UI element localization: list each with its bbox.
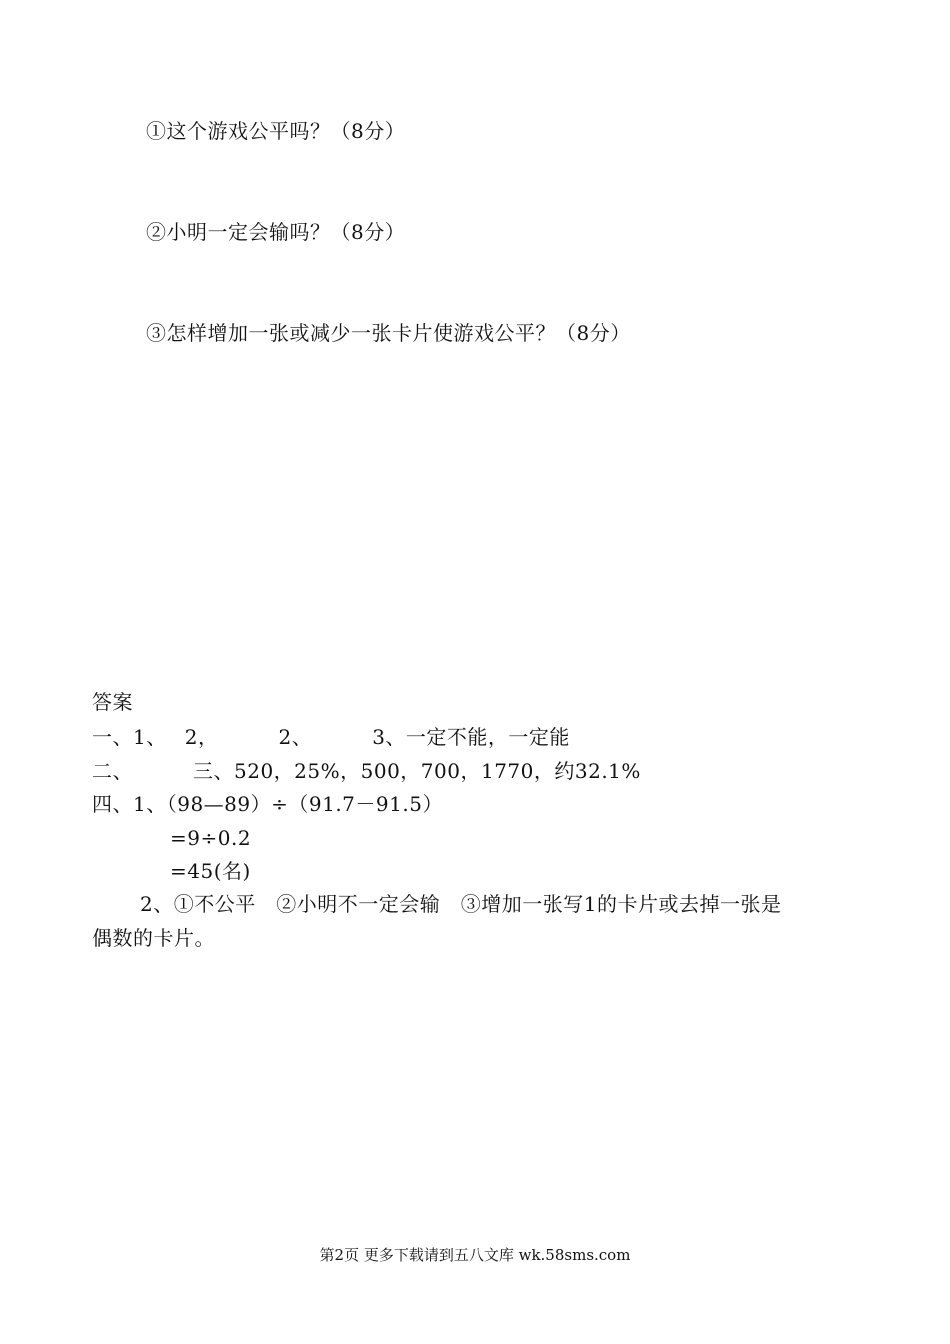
answer-4-line-5: 偶数的卡片。 <box>92 926 215 950</box>
answer-4-line-2: =9÷0.2 <box>170 826 252 850</box>
page-footer: 第2页 更多下载请到五八文库 wk.58sms.com <box>319 1246 631 1264</box>
answer-4-line-1: 四、1、（98—89）÷（91.7－91.5） <box>92 792 443 816</box>
question-1: ①这个游戏公平吗？（8分） <box>146 119 406 143</box>
question-3: ③怎样增加一张或减少一张卡片使游戏公平？（8分） <box>146 321 631 345</box>
answer-1-item-3: 3、一定不能，一定能 <box>372 725 570 749</box>
answer-section-1 <box>92 724 570 750</box>
answer-section-2 <box>92 758 641 784</box>
answer-2-prefix: 二、 <box>92 759 133 783</box>
answer-3: 三、520，25%，500，700，1770，约32.1% <box>193 759 641 783</box>
answer-4-line-4: 2、①不公平 ②小明不一定会输 ③增加一张写1的卡片或去掉一张是 <box>140 892 782 916</box>
answer-4-line-3: =45(名) <box>170 859 251 883</box>
question-2: ②小明一定会输吗？（8分） <box>146 220 406 244</box>
answers-heading: 答案 <box>92 690 133 714</box>
answer-1-item-2: 2， <box>184 725 219 749</box>
answer-1-item-2b: 2、 <box>278 725 313 749</box>
answer-1-prefix: 一、1、 <box>92 725 167 749</box>
